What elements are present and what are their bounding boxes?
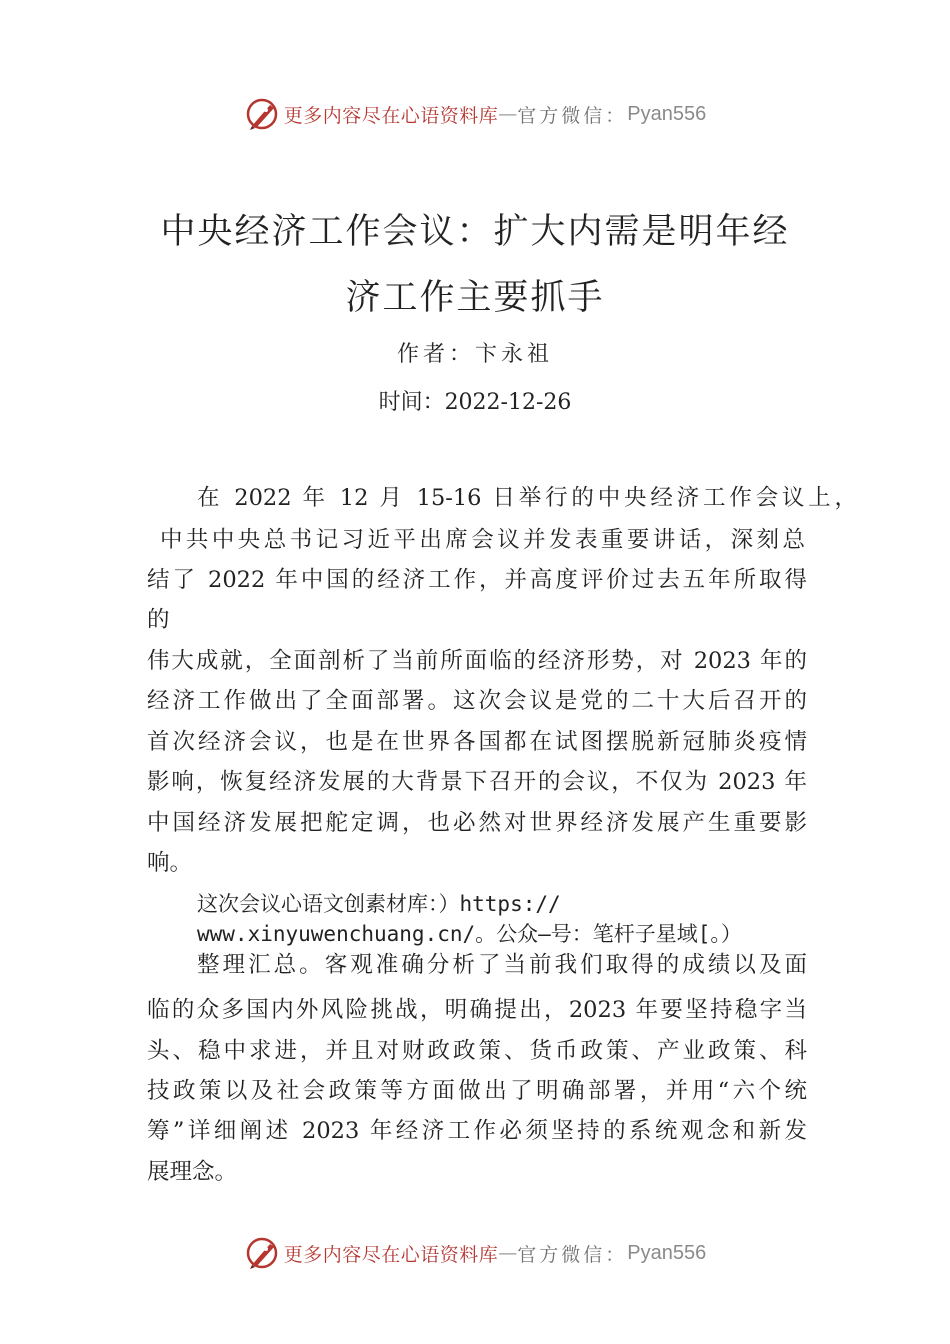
page-title-line-1: 中央经济工作会议：扩大内需是明年经 bbox=[160, 212, 790, 252]
body-line: 经济工作做出了全面部署。这次会议是党的二十大后召开的 bbox=[147, 688, 807, 714]
body-line: 这次会议心语文创素材库：）https:// bbox=[197, 892, 561, 916]
body-line: 在 2022 年 12 月 15-16 日举行的中央经济工作会议上， bbox=[197, 485, 857, 511]
body-line: 筹”详细阐述 2023 年经济工作必须坚持的系统观念和新发 bbox=[147, 1118, 807, 1144]
body-line: 影响，恢复经济发展的大背景下召开的会议，不仅为 2023 年 bbox=[147, 769, 807, 795]
body-line: 结了 2022 年中国的经济工作，并高度评价过去五年所取得 bbox=[147, 567, 807, 593]
body-line: 首次经济会议，也是在世界各国都在试图摆脱新冠肺炎疫情 bbox=[147, 729, 807, 755]
banner-separator: — bbox=[498, 103, 518, 125]
pen-logo-icon bbox=[244, 96, 280, 132]
banner-text: 更多内容尽在心语资料库 bbox=[283, 1243, 499, 1266]
body-line: 整理汇总。客观准确分析了当前我们取得的成绩以及面 bbox=[197, 952, 807, 978]
date-line: 时间：2022-12-26 bbox=[378, 390, 572, 415]
pen-logo-icon bbox=[244, 1235, 280, 1271]
body-line: 头、稳中求进，并且对财政政策、货币政策、产业政策、科 bbox=[147, 1038, 807, 1064]
banner-separator: — bbox=[498, 1242, 518, 1264]
banner-text: 更多内容尽在心语资料库 bbox=[283, 104, 499, 127]
page-title-line-2: 济工作主要抓手 bbox=[345, 278, 605, 318]
body-line: 中国经济发展把舵定调，也必然对世界经济发展产生重要影 bbox=[147, 810, 807, 836]
banner-wechat-label: 官方微信： bbox=[517, 104, 628, 127]
author-line: 作者：卞永祖 bbox=[396, 342, 553, 367]
body-line: www.xinyuwenchuang.cn/。公众—号：笔杆子星域[。） bbox=[197, 922, 742, 946]
body-line: 展理念。 bbox=[147, 1159, 238, 1185]
banner-wechat-id: Pyan556 bbox=[627, 102, 707, 125]
banner-wechat-label: 官方微信： bbox=[517, 1243, 628, 1266]
body-line: 的 bbox=[147, 607, 170, 633]
header-banner bbox=[0, 94, 950, 134]
body-line: 临的众多国内外风险挑战，明确提出，2023 年要坚持稳字当 bbox=[147, 997, 807, 1023]
body-line: 伟大成就，全面剖析了当前所面临的经济形势，对 2023 年的 bbox=[147, 648, 807, 674]
body-line: 技政策以及社会政策等方面做出了明确部署，并用“六个统 bbox=[147, 1078, 807, 1104]
banner-wechat-id: Pyan556 bbox=[627, 1241, 707, 1264]
body-line: 响。 bbox=[147, 850, 193, 876]
footer-banner bbox=[0, 1233, 950, 1273]
body-line: 中共中央总书记习近平出席会议并发表重要讲话，深刻总 bbox=[160, 527, 805, 553]
